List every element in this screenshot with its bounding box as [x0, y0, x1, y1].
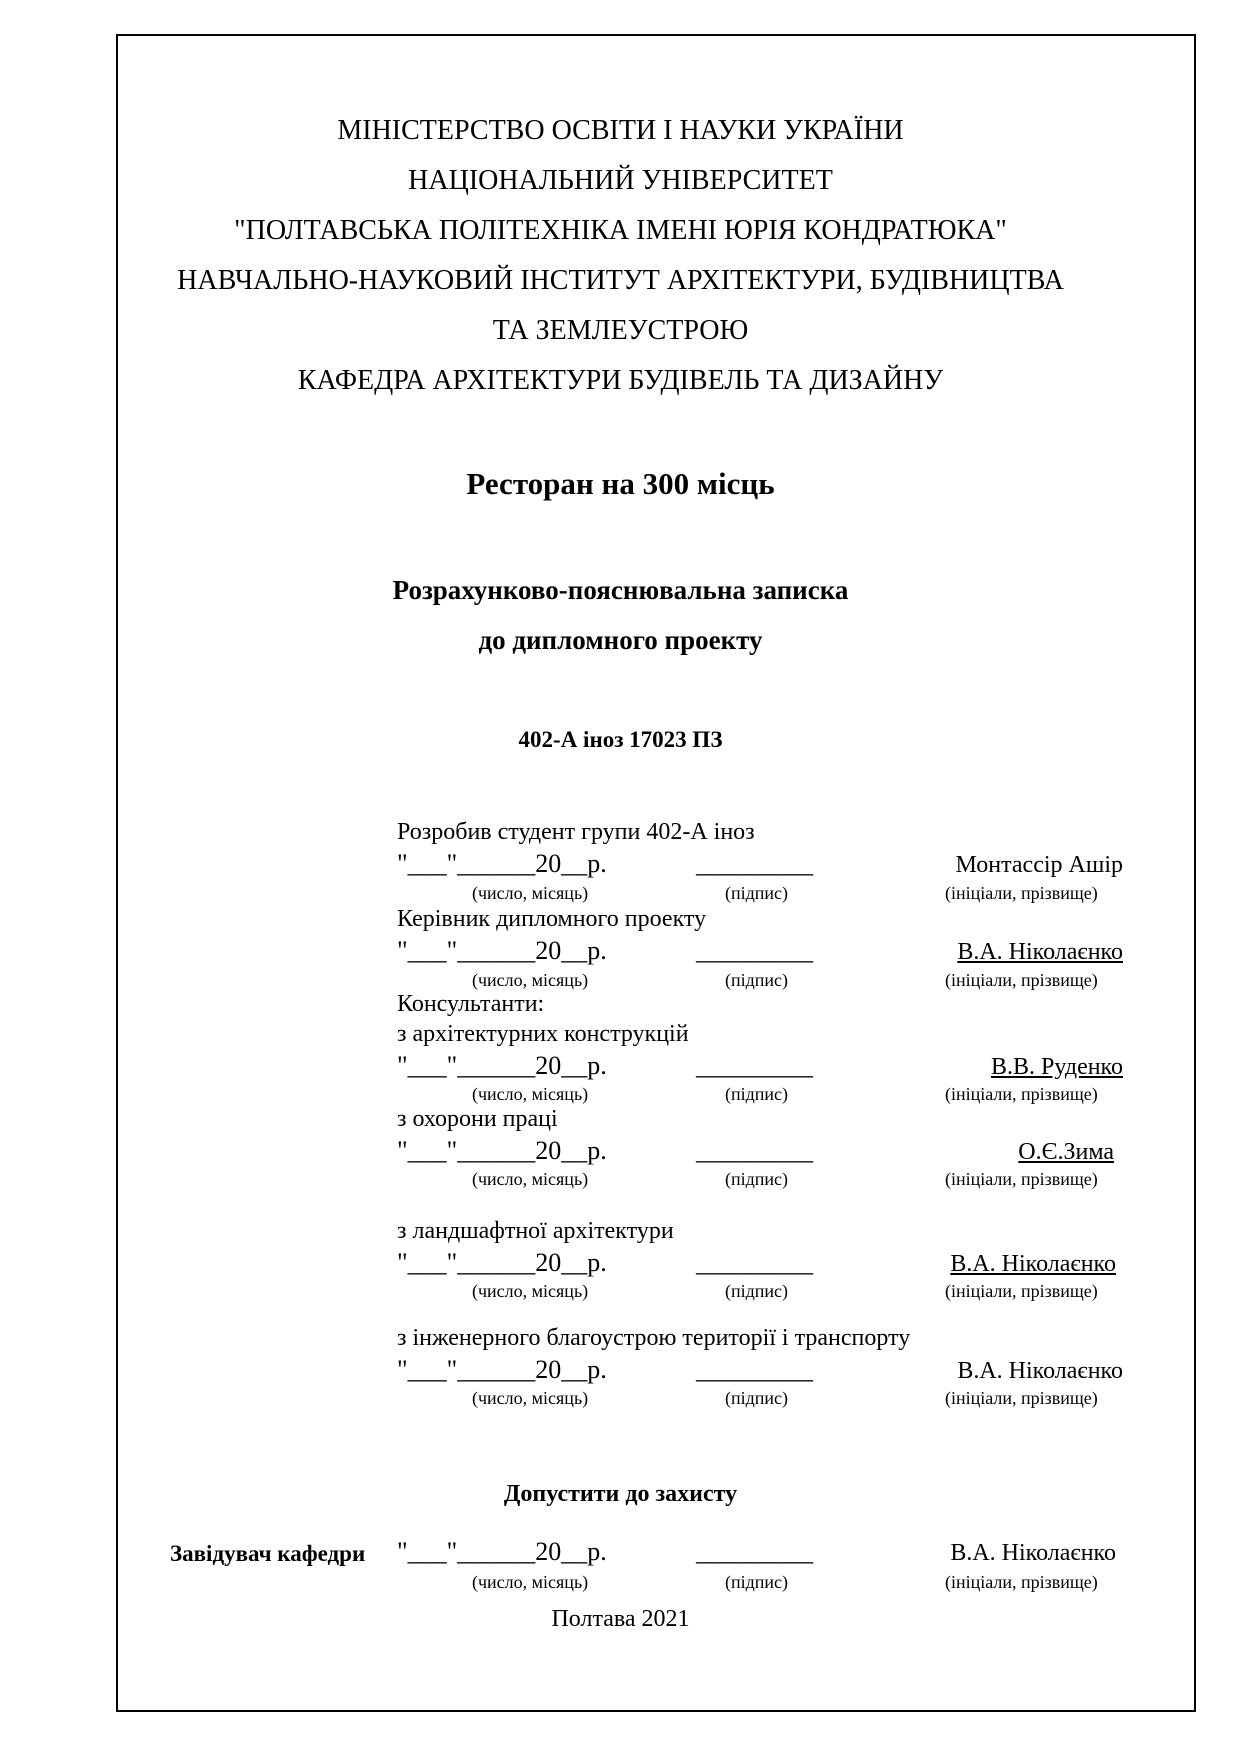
- date-line: "___"______20__р.: [397, 1537, 607, 1566]
- ministry-line: МІНІСТЕРСТВО ОСВІТИ І НАУКИ УКРАЇНИ: [337, 115, 904, 146]
- caption-date: (число, місяць): [472, 1169, 589, 1189]
- city-year: Полтава 2021: [551, 1606, 690, 1632]
- document-title: Ресторан на 300 місць: [466, 466, 775, 501]
- document-code: 402-А іноз 17023 ПЗ: [518, 727, 723, 752]
- caption-name: (ініціали, прізвище): [945, 1572, 1098, 1592]
- name-labor-protection: О.Є.Зима: [1018, 1139, 1114, 1165]
- university-line: НАЦІОНАЛЬНИЙ УНІВЕРСИТЕТ: [408, 165, 833, 196]
- caption-date: (число, місяць): [472, 1388, 589, 1408]
- caption-date: (число, місяць): [472, 1084, 589, 1104]
- date-line: "___"______20__р.: [397, 1136, 607, 1165]
- role-engineering-improvement: з інженерного благоустрою території і транспорту: [397, 1325, 911, 1351]
- document-subtitle-1: Розрахунково-пояснювальна записка: [392, 575, 849, 605]
- caption-signature: (підпис): [725, 1281, 789, 1301]
- caption-signature: (підпис): [725, 883, 789, 903]
- caption-name: (ініціали, прізвище): [945, 1281, 1098, 1301]
- name-engineering-improvement: В.А. Ніколаєнко: [957, 1358, 1123, 1384]
- caption-signature: (підпис): [725, 970, 789, 990]
- role-supervisor: Керівник дипломного проекту: [397, 906, 707, 932]
- caption-date: (число, місяць): [472, 1572, 589, 1592]
- institute-line: НАВЧАЛЬНО-НАУКОВИЙ ІНСТИТУТ АРХІТЕКТУРИ, БУДІВНИЦТВА: [177, 265, 1064, 296]
- signature-line: _________: [696, 1355, 813, 1384]
- signature-line: _________: [696, 1537, 813, 1566]
- date-line: "___"______20__р.: [397, 849, 607, 878]
- role-landscape-architecture: з ландшафтної архітектури: [397, 1218, 674, 1244]
- institute-line-2: ТА ЗЕМЛЕУСТРОЮ: [492, 315, 749, 346]
- caption-name: (ініціали, прізвище): [945, 970, 1098, 990]
- role-labor-protection: з охорони праці: [397, 1106, 558, 1132]
- caption-signature: (підпис): [725, 1388, 789, 1408]
- date-line: "___"______20__р.: [397, 1355, 607, 1384]
- caption-name: (ініціали, прізвище): [945, 1084, 1098, 1104]
- caption-date: (число, місяць): [472, 883, 589, 903]
- signature-line: _________: [696, 1051, 813, 1080]
- caption-signature: (підпис): [725, 1572, 789, 1592]
- role-student: Розробив студент групи 402-А іноз: [397, 819, 755, 845]
- date-line: "___"______20__р.: [397, 1248, 607, 1277]
- name-head-of-department: В.А. Ніколаєнко: [950, 1540, 1116, 1566]
- caption-date: (число, місяць): [472, 1281, 589, 1301]
- name-architectural-structures: В.В. Руденко: [991, 1054, 1123, 1080]
- admit-to-defense: Допустити до захисту: [503, 1481, 738, 1507]
- caption-name: (ініціали, прізвище): [945, 1169, 1098, 1189]
- date-line: "___"______20__р.: [397, 936, 607, 965]
- caption-date: (число, місяць): [472, 970, 589, 990]
- head-of-department-label: Завідувач кафедри: [170, 1541, 366, 1566]
- caption-name: (ініціали, прізвище): [945, 883, 1098, 903]
- signature-line: _________: [696, 1136, 813, 1165]
- signature-line: _________: [696, 849, 813, 878]
- caption-signature: (підпис): [725, 1169, 789, 1189]
- caption-name: (ініціали, прізвище): [945, 1388, 1098, 1408]
- consultants-label: Консультанти:: [397, 991, 545, 1017]
- role-architectural-structures: з архітектурних конструкцій: [397, 1021, 689, 1047]
- name-student: Монтассір Ашір: [955, 852, 1123, 878]
- name-supervisor: В.А. Ніколаєнко: [957, 939, 1123, 965]
- signature-line: _________: [696, 936, 813, 965]
- name-landscape-architecture: В.А. Ніколаєнко: [950, 1251, 1116, 1277]
- document-subtitle-2: до дипломного проекту: [478, 625, 763, 655]
- caption-signature: (підпис): [725, 1084, 789, 1104]
- university-name-line: "ПОЛТАВСЬКА ПОЛІТЕХНІКА ІМЕНІ ЮРІЯ КОНДРАТЮКА": [234, 215, 1007, 246]
- department-line: КАФЕДРА АРХІТЕКТУРИ БУДІВЕЛЬ ТА ДИЗАЙНУ: [297, 365, 944, 396]
- signature-line: _________: [696, 1248, 813, 1277]
- date-line: "___"______20__р.: [397, 1051, 607, 1080]
